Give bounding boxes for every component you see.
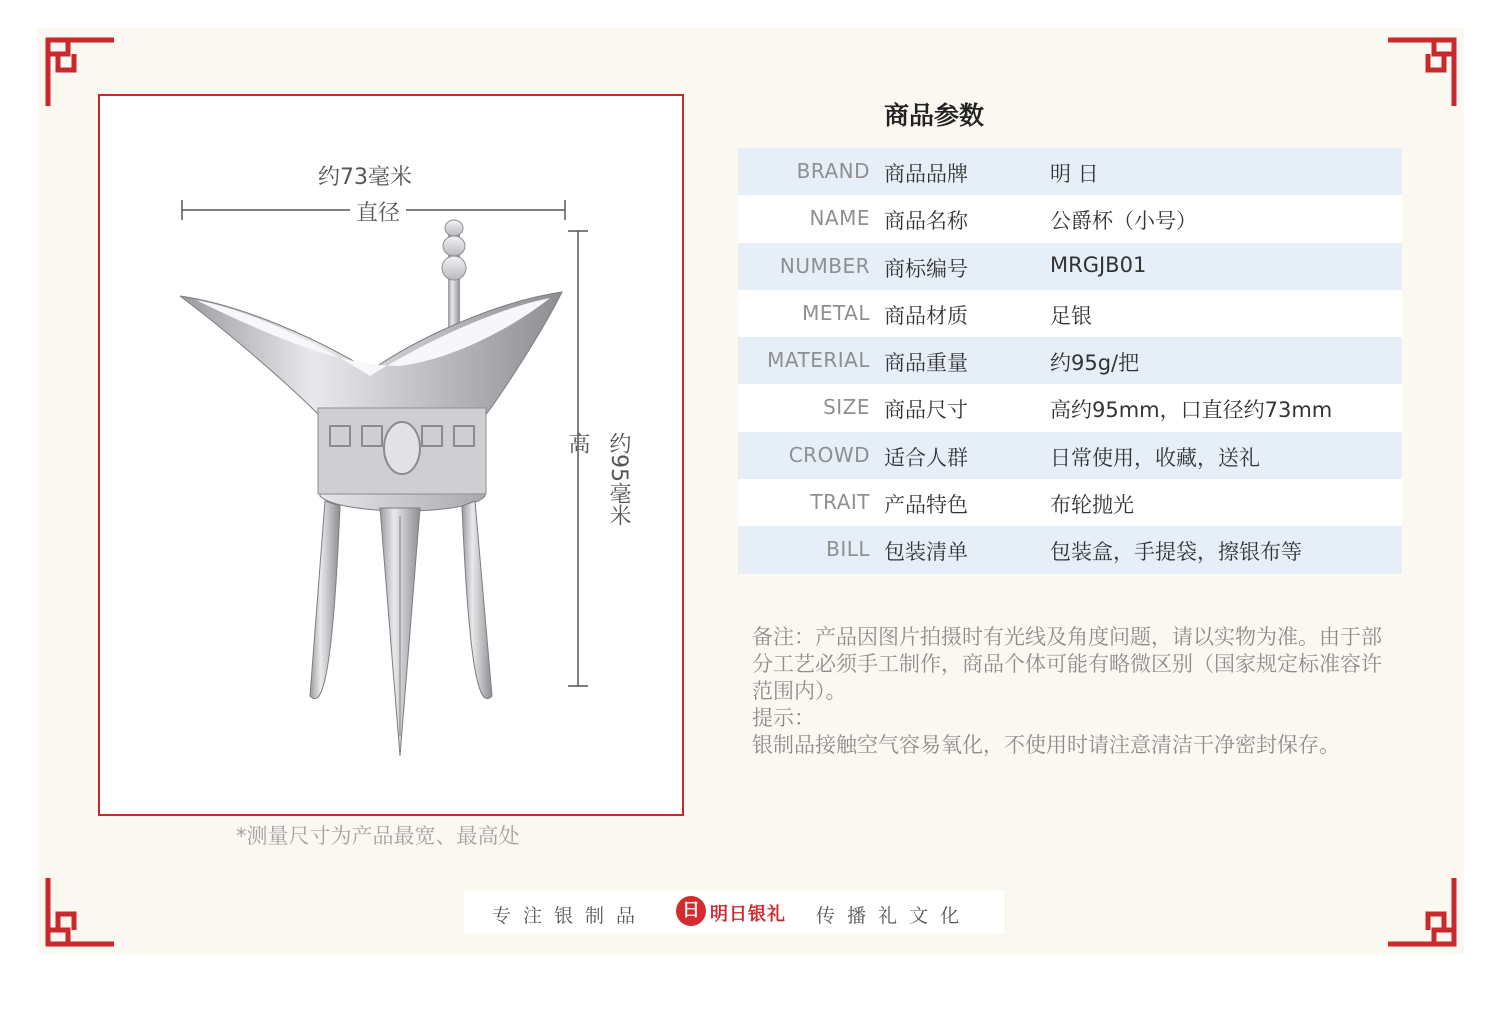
slogan-right: 传播礼文化 <box>816 905 972 927</box>
param-cn-label: 商品材质 <box>884 303 968 328</box>
param-row-trait <box>738 479 1402 526</box>
param-value: 公爵杯（小号） <box>1050 209 1197 234</box>
param-row-crowd <box>738 432 1402 479</box>
params-title: 商品参数 <box>884 101 985 130</box>
param-en-label: NUMBER <box>779 253 870 278</box>
slogan-bar <box>464 890 1004 934</box>
param-row-brand <box>738 148 1402 195</box>
param-value: 布轮抛光 <box>1050 493 1134 518</box>
param-row-metal <box>738 290 1402 337</box>
param-row-bill <box>738 526 1402 573</box>
param-row-number <box>738 243 1402 290</box>
param-en-label: CROWD <box>788 442 870 467</box>
param-cn-label: 商标编号 <box>884 256 968 281</box>
param-value: 约95g/把 <box>1050 351 1140 376</box>
param-value: 高约95mm，口直径约73mm <box>1050 398 1333 423</box>
remark-text: 备注：产品因图片拍摄时有光线及角度问题，请以实物为准。由于部分工艺必须手工制作，商品个体可能有略微区别（国家规定标准容许范围内）。 <box>752 625 1382 703</box>
param-en-label: METAL <box>802 300 870 325</box>
param-value: 足银 <box>1050 303 1092 328</box>
param-cn-label: 商品重量 <box>884 351 968 376</box>
brand-logo <box>676 896 794 928</box>
slogan-left: 专注银制品 <box>492 905 648 927</box>
param-value: 包装盒，手提袋，擦银布等 <box>1050 540 1302 565</box>
param-en-label: BRAND <box>796 159 870 183</box>
param-value: MRGJB01 <box>1050 252 1147 277</box>
param-row-name <box>738 195 1402 242</box>
param-row-size <box>738 384 1402 431</box>
param-en-label: MATERIAL <box>767 348 870 373</box>
param-en-label: SIZE <box>823 395 870 420</box>
tip-heading: 提示： <box>752 706 815 730</box>
height-dimension-label: 高 <box>565 432 590 454</box>
params-table <box>738 148 1402 574</box>
logo-seal-icon: 日 <box>676 896 706 926</box>
param-cn-label: 产品特色 <box>884 493 968 518</box>
param-cn-label: 商品品牌 <box>884 162 968 186</box>
height-dimension-value: 约95毫米 <box>606 432 631 526</box>
param-cn-label: 包装清单 <box>884 540 968 565</box>
fret-corner-bottom-left <box>44 874 120 950</box>
fret-corner-bottom-right <box>1382 874 1458 950</box>
param-en-label: BILL <box>826 537 870 562</box>
param-cn-label: 商品名称 <box>884 209 968 234</box>
notes-block <box>752 624 1402 759</box>
param-cn-label: 适合人群 <box>884 445 968 470</box>
param-en-label: TRAIT <box>810 490 870 515</box>
width-dimension-value: 约73毫米 <box>318 165 412 190</box>
logo-wordmark: 明日银礼 <box>710 904 786 925</box>
param-en-label: NAME <box>809 206 870 231</box>
fret-corner-top-right <box>1382 34 1458 110</box>
param-value: 明 日 <box>1050 162 1099 186</box>
param-cn-label: 商品尺寸 <box>884 398 968 423</box>
product-image-frame <box>98 94 684 816</box>
care-tip-text: 银制品接触空气容易氧化，不使用时请注意清洁干净密封保存。 <box>752 733 1340 757</box>
width-dimension-label: 直径 <box>350 196 406 227</box>
measurement-note: *测量尺寸为产品最宽、最高处 <box>236 824 520 848</box>
param-value: 日常使用，收藏，送礼 <box>1050 445 1260 470</box>
param-row-material <box>738 337 1402 384</box>
